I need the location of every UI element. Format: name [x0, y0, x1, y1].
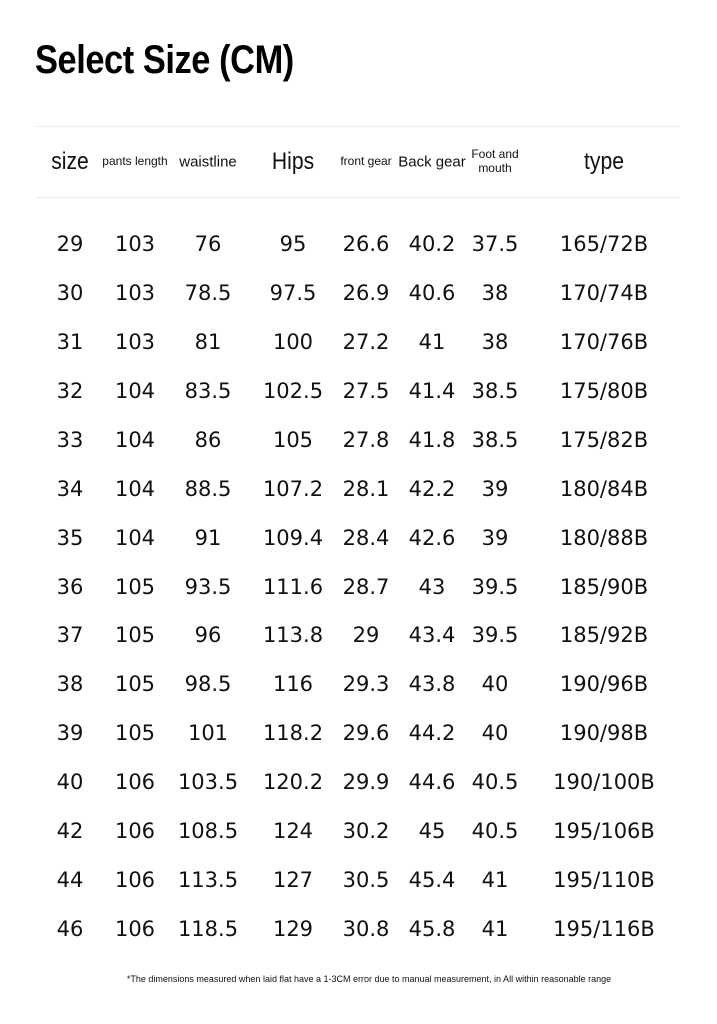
table-cell: 103 — [114, 280, 156, 305]
table-cell: 105 — [272, 427, 314, 452]
table-cell: 28.7 — [342, 574, 390, 599]
table-cell: 105 — [114, 574, 156, 599]
table-cell: 104 — [114, 525, 156, 550]
table-cell: 30.5 — [342, 868, 390, 893]
table-cell: 40 — [481, 721, 509, 746]
table-cell: 105 — [114, 623, 156, 648]
table-cell: 40.2 — [408, 232, 456, 256]
table-cell: 29 — [352, 623, 380, 648]
table-cell: 180/84B — [559, 476, 649, 501]
table-cell: 170/76B — [559, 329, 649, 354]
table-cell: 46 — [56, 917, 84, 942]
table-cell: 120.2 — [262, 770, 324, 795]
table-cell: 31 — [56, 329, 84, 354]
table-cell: 41 — [481, 917, 509, 942]
table-cell: 32 — [56, 378, 84, 403]
table-cell: 42.2 — [408, 476, 456, 501]
table-cell: 36 — [56, 574, 84, 599]
table-cell: 195/116B — [553, 917, 655, 942]
page-title: Select Size (CM) — [35, 38, 294, 82]
table-cell: 30.2 — [342, 819, 390, 844]
table-cell: 40.6 — [408, 280, 456, 305]
table-cell: 26.9 — [342, 280, 390, 305]
table-cell: 76 — [194, 232, 222, 256]
table-cell: 129 — [272, 917, 314, 942]
table-cell: 44 — [56, 868, 84, 893]
table-cell: 101 — [187, 721, 229, 746]
table-cell: 185/92B — [559, 623, 649, 648]
table-cell: 190/96B — [559, 672, 649, 697]
table-cell: 38.5 — [471, 427, 519, 452]
table-cell: 180/88B — [559, 525, 649, 550]
table-cell: 109.4 — [262, 525, 324, 550]
table-cell: 106 — [114, 819, 156, 844]
table-cell: 104 — [114, 476, 156, 501]
table-cell: 41.8 — [408, 427, 456, 452]
header-waistline: waistline — [179, 153, 237, 171]
table-cell: 39.5 — [471, 623, 519, 648]
table-cell: 95 — [279, 232, 307, 256]
table-cell: 39.5 — [471, 574, 519, 599]
table-cell: 26.6 — [342, 232, 390, 256]
table-cell: 103 — [114, 232, 156, 256]
table-cell: 118.5 — [177, 917, 239, 942]
table-cell: 43.8 — [408, 672, 456, 697]
header-hips: Hips — [271, 148, 315, 176]
table-cell: 39 — [481, 525, 509, 550]
table-cell: 38.5 — [471, 378, 519, 403]
table-cell: 98.5 — [184, 672, 232, 697]
table-cell: 106 — [114, 770, 156, 795]
table-cell: 41 — [481, 868, 509, 893]
table-cell: 170/74B — [559, 280, 649, 305]
measurement-footnote: *The dimensions measured when laid flat have a 1-3CM error due to manual measurement, in All within reasonable range — [126, 974, 612, 984]
table-cell: 42.6 — [408, 525, 456, 550]
table-cell: 44.2 — [408, 721, 456, 746]
table-cell: 185/90B — [559, 574, 649, 599]
header-foot-and-mouth: Foot and mouth — [471, 147, 519, 175]
table-cell: 43.4 — [408, 623, 456, 648]
table-cell: 38 — [481, 280, 509, 305]
table-cell: 27.2 — [342, 329, 390, 354]
header-type: type — [584, 148, 624, 176]
table-cell: 105 — [114, 721, 156, 746]
table-cell: 111.6 — [262, 574, 324, 599]
header-size: size — [51, 148, 89, 176]
table-cell: 113.8 — [262, 623, 324, 648]
table-cell: 195/106B — [553, 819, 655, 844]
table-cell: 93.5 — [184, 574, 232, 599]
header-bottom-divider — [36, 197, 680, 198]
table-cell: 33 — [56, 427, 84, 452]
table-cell: 81 — [194, 329, 222, 354]
table-cell: 29 — [56, 232, 84, 256]
header-back-gear: Back gear — [398, 153, 466, 171]
table-cell: 96 — [194, 623, 222, 648]
table-cell: 38 — [481, 329, 509, 354]
table-cell: 29.6 — [342, 721, 390, 746]
table-cell: 113.5 — [177, 868, 239, 893]
table-cell: 39 — [56, 721, 84, 746]
table-cell: 107.2 — [262, 476, 324, 501]
table-cell: 127 — [272, 868, 314, 893]
table-cell: 78.5 — [184, 280, 232, 305]
table-cell: 44.6 — [408, 770, 456, 795]
table-cell: 88.5 — [184, 476, 232, 501]
table-cell: 28.4 — [342, 525, 390, 550]
table-cell: 39 — [481, 476, 509, 501]
table-cell: 108.5 — [177, 819, 239, 844]
table-cell: 41 — [418, 329, 446, 354]
table-cell: 45.8 — [408, 917, 456, 942]
table-cell: 165/72B — [559, 232, 649, 256]
table-cell: 190/100B — [553, 770, 655, 795]
table-cell: 124 — [272, 819, 314, 844]
table-cell: 45.4 — [408, 868, 456, 893]
table-cell: 38 — [56, 672, 84, 697]
header-front-gear: front gear — [340, 154, 392, 169]
table-cell: 102.5 — [262, 378, 324, 403]
table-cell: 40 — [481, 672, 509, 697]
table-cell: 190/98B — [559, 721, 649, 746]
table-cell: 34 — [56, 476, 84, 501]
table-cell: 103.5 — [177, 770, 239, 795]
table-cell: 35 — [56, 525, 84, 550]
table-cell: 100 — [272, 329, 314, 354]
table-cell: 118.2 — [262, 721, 324, 746]
table-cell: 28.1 — [342, 476, 390, 501]
table-cell: 116 — [272, 672, 314, 697]
table-cell: 30.8 — [342, 917, 390, 942]
table-cell: 40.5 — [471, 819, 519, 844]
header-top-divider — [36, 126, 680, 127]
table-cell: 86 — [194, 427, 222, 452]
table-cell: 175/82B — [559, 427, 649, 452]
table-cell: 37 — [56, 623, 84, 648]
table-cell: 83.5 — [184, 378, 232, 403]
table-cell: 29.3 — [342, 672, 390, 697]
table-cell: 43 — [418, 574, 446, 599]
table-cell: 30 — [56, 280, 84, 305]
table-cell: 106 — [114, 917, 156, 942]
table-cell: 97.5 — [269, 280, 317, 305]
table-cell: 42 — [56, 819, 84, 844]
table-cell: 91 — [194, 525, 222, 550]
table-cell: 37.5 — [471, 232, 519, 256]
table-cell: 195/110B — [553, 868, 655, 893]
table-cell: 104 — [114, 427, 156, 452]
table-cell: 27.8 — [342, 427, 390, 452]
table-cell: 106 — [114, 868, 156, 893]
header-pants-length: pants length — [102, 154, 168, 169]
table-cell: 45 — [418, 819, 446, 844]
table-cell: 41.4 — [408, 378, 456, 403]
table-cell: 29.9 — [342, 770, 390, 795]
table-cell: 104 — [114, 378, 156, 403]
table-cell: 103 — [114, 329, 156, 354]
table-cell: 40.5 — [471, 770, 519, 795]
table-cell: 105 — [114, 672, 156, 697]
table-cell: 175/80B — [559, 378, 649, 403]
table-cell: 40 — [56, 770, 84, 795]
table-cell: 27.5 — [342, 378, 390, 403]
